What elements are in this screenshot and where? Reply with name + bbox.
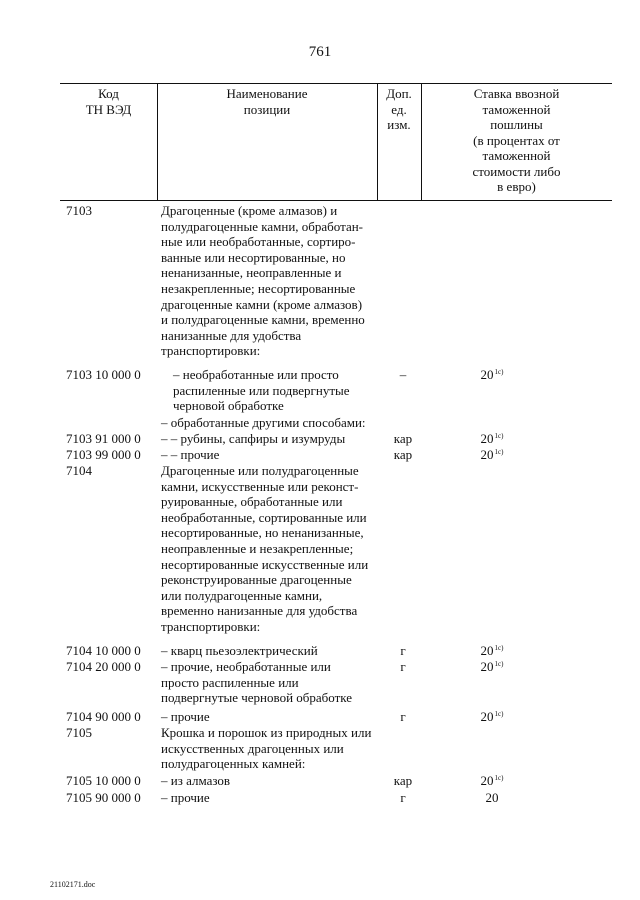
row-rate: 20 <box>485 790 499 805</box>
row-name: Драгоценные (кроме алмазов) и полудрагоценные камни, обработан- ные или необработанные, сортиро- ванные или несортированные, но ненанизанные, неоправленные и незакрепленные; несортированные драгоценные камни (кроме алмазов) и полудрагоценные камни, временно нанизанные для удобства транспортировки: <box>161 203 365 359</box>
row-rate: $20^{1с)}$ <box>480 709 504 724</box>
row-code: 7104 <box>66 463 92 478</box>
row-name: – необработанные или просто распиленные или подвергнутые черновой обработке <box>173 367 350 414</box>
row-code: 7103 91 000 0 <box>66 431 141 446</box>
row-rate: $20^{1с)}$ <box>480 367 504 382</box>
row-code: 7105 <box>66 725 92 740</box>
footer-filename: 21102171.doc <box>50 880 96 889</box>
row-unit: г <box>400 709 406 724</box>
header-unit: Доп. ед. изм. <box>386 86 412 132</box>
rate-note: 1с) <box>494 368 504 376</box>
row-name: – из алмазов <box>161 773 231 788</box>
row-name: – прочие <box>161 709 210 724</box>
row-name: – прочие, необработанные или просто распиленные или подвергнутые черновой обработке <box>161 659 353 706</box>
header-bottom-rule <box>60 200 612 201</box>
row-unit: кар <box>393 447 413 462</box>
header-rate: Ставка ввозной таможенной пошлины (в процентах от таможенной стоимости либо в евро) <box>472 86 561 194</box>
rate-note: 1с) <box>494 774 504 782</box>
rate-note: 1с) <box>494 710 504 718</box>
row-unit: – <box>399 367 407 382</box>
row-code: 7104 20 000 0 <box>66 659 141 674</box>
header-code: Код ТН ВЭД <box>85 86 132 117</box>
row-code: 7104 90 000 0 <box>66 709 141 724</box>
row-rate: $20^{1с)}$ <box>480 773 504 788</box>
row-unit: г <box>400 790 406 805</box>
row-code: 7103 <box>66 203 92 218</box>
row-name: – – рубины, сапфиры и изумруды <box>161 431 346 446</box>
page-number: 761 <box>308 44 332 60</box>
row-code: 7105 90 000 0 <box>66 790 141 805</box>
rate-note: 1с) <box>494 448 504 456</box>
row-unit: кар <box>393 431 413 446</box>
row-rate: $20^{1с)}$ <box>480 447 504 462</box>
row-name: Драгоценные или полудрагоценные камни, искусственные или реконст- руированные, обработанные или необработанные, сортированные или несортированные, но ненанизанные, неоправленные и незакрепленные; несортированные искусственные или реконструированные драгоценные или полудрагоценные камни, временно нанизанные для удобства транспортировки: <box>161 463 369 634</box>
rate-note: 1с) <box>494 432 504 440</box>
rate-note: 1с) <box>494 660 504 668</box>
rate-note: 1с) <box>494 644 504 652</box>
row-code: 7105 10 000 0 <box>66 773 141 788</box>
row-name: – кварц пьезоэлектрический <box>161 643 318 658</box>
row-code: 7104 10 000 0 <box>66 643 141 658</box>
row-unit: г <box>400 659 406 674</box>
row-name: – обработанные другими способами: <box>161 415 366 430</box>
row-name: – – прочие <box>161 447 220 462</box>
row-code: 7103 99 000 0 <box>66 447 141 462</box>
row-unit: кар <box>393 773 413 788</box>
row-rate: $20^{1с)}$ <box>480 659 504 674</box>
header-top-rule <box>60 83 612 84</box>
row-name: – прочие <box>161 790 210 805</box>
row-rate: $20^{1с)}$ <box>480 643 504 658</box>
row-code: 7103 10 000 0 <box>66 367 141 382</box>
row-rate: $20^{1с)}$ <box>480 431 504 446</box>
header-name: Наименование позиции <box>226 86 308 117</box>
row-unit: г <box>400 643 406 658</box>
row-name: Крошка и порошок из природных или искусственных драгоценных или полудрагоценных камней: <box>161 725 372 772</box>
